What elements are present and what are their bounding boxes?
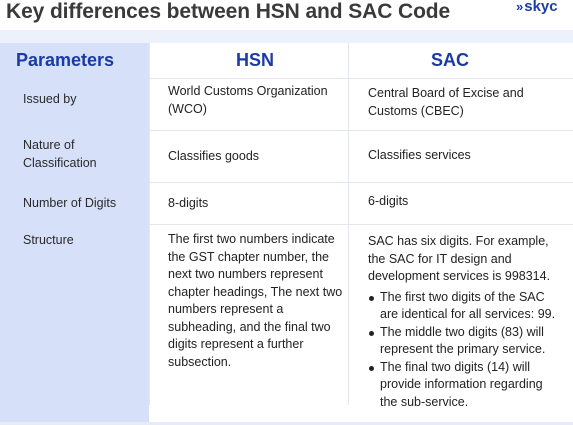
sac-nature: Classifies services <box>368 148 471 162</box>
header-hsn: HSN <box>235 50 274 70</box>
sac-issued-by: Central Board of Excise and Customs (CBEC) <box>368 86 524 118</box>
param-nature: Nature of Classification <box>23 138 97 170</box>
row-divider <box>149 78 573 79</box>
hsn-structure: The first two numbers indicate the GST chapter number, the next two numbers represent chapter headings, The next two numbers represent a subheading, and the final two digits represent a further subsection. <box>168 232 343 369</box>
brand-logo[interactable] <box>516 0 573 14</box>
param-digits: Number of Digits <box>23 196 117 210</box>
sac-structure-list <box>368 289 560 412</box>
hsn-digits: 8-digits <box>168 196 209 210</box>
row-divider <box>149 130 573 131</box>
comparison-table <box>0 43 573 422</box>
sac-digits: 6-digits <box>368 194 409 208</box>
row-divider <box>149 224 573 225</box>
page-title: Key differences between HSN and SAC Code <box>6 0 451 23</box>
sac-structure <box>368 233 560 411</box>
row-divider <box>149 182 573 183</box>
brand-logo-text: skyc <box>524 0 558 14</box>
sky-logo-icon: » <box>516 0 521 14</box>
list-item: The middle two digits (83) will represent the primary service. <box>368 324 560 359</box>
param-issued-by: Issued by <box>23 92 77 106</box>
list-item: The final two digits (14) will provide information regarding the sub-service. <box>368 359 560 412</box>
header-parameters: Parameters <box>15 50 115 70</box>
hsn-issued-by: World Customs Organization (WCO) <box>168 84 328 116</box>
header-sac: SAC <box>430 50 469 70</box>
param-structure: Structure <box>23 233 74 247</box>
list-item: The first two digits of the SAC are identical for all services: 99. <box>368 289 560 324</box>
header-band <box>0 30 573 43</box>
hsn-nature: Classifies goods <box>168 149 260 163</box>
sac-structure-intro: SAC has six digits. For example, the SAC for IT design and development services is 998314. <box>368 234 551 283</box>
